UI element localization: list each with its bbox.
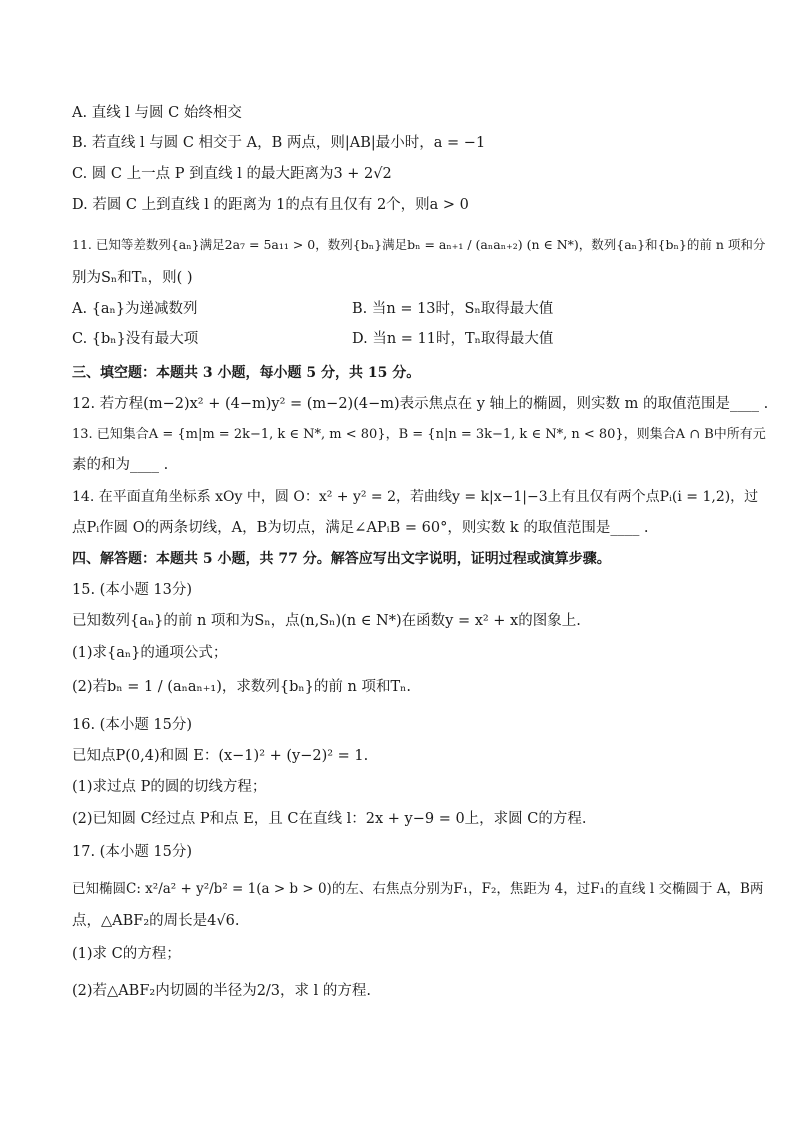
q17-part1: (1)求 C的方程； <box>72 946 181 962</box>
q11-option-d: D. 当n = 11时，Tₙ取得最大值 <box>352 331 554 347</box>
q17-part2: (2)若△ABF₂内切圆的半径为2/3，求 l 的方程. <box>72 983 371 999</box>
q10-option-b: B. 若直线 l 与圆 C 相交于 A，B 两点，则|AB|最小时，a = −1 <box>72 135 486 151</box>
q13-stem-line1: 13. 已知集合A = {m|m = 2k−1, k ∈ N*, m < 80}，B = {n|n = 3k−1, k ∈ N*, n < 80}，则集合A ∩ B中所有元 <box>72 427 766 442</box>
q15-part2: (2)若bₙ = 1 / (aₙaₙ₊₁)，求数列{bₙ}的前 n 项和Tₙ. <box>72 679 412 695</box>
q14-stem-line2: 点Pᵢ作圆 O的两条切线，A，B为切点，满足∠APᵢB = 60°，则实数 k 的取值范围是____ . <box>72 520 649 536</box>
q11-option-c: C. {bₙ}没有最大项 <box>72 331 199 347</box>
q12-stem: 12. 若方程(m−2)x² + (4−m)y² = (m−2)(4−m)表示焦点在 y 轴上的椭圆，则实数 m 的取值范围是____ . <box>72 396 769 412</box>
q17-stem-line2: 点，△ABF₂的周长是4√6. <box>72 913 240 929</box>
q10-option-d: D. 若圆 C 上到直线 l 的距离为 1的点有且仅有 2个，则a > 0 <box>72 197 469 213</box>
q10-option-c: C. 圆 C 上一点 P 到直线 l 的最大距离为3 + 2√2 <box>72 166 392 182</box>
q11-option-b: B. 当n = 13时，Sₙ取得最大值 <box>352 301 554 317</box>
q15-header: 15. (本小题 13分) <box>72 582 193 598</box>
q16-part2: (2)已知圆 C经过点 P和点 E，且 C在直线 l：2x + y−9 = 0上，求圆 C的方程. <box>72 811 587 827</box>
q13-stem-line2: 素的和为____ . <box>72 457 169 473</box>
q10-option-a: A. 直线 l 与圆 C 始终相交 <box>72 105 242 121</box>
section-4-heading: 四、解答题：本题共 5 小题，共 77 分。解答应写出文字说明，证明过程或演算步骤。 <box>72 551 611 567</box>
q15-stem: 已知数列{aₙ}的前 n 项和为Sₙ，点(n,Sₙ)(n ∈ N*)在函数y = x² + x的图象上. <box>72 613 581 629</box>
q16-part1: (1)求过点 P的圆的切线方程； <box>72 779 267 795</box>
q16-stem: 已知点P(0,4)和圆 E：(x−1)² + (y−2)² = 1. <box>72 748 369 764</box>
q17-header: 17. (本小题 15分) <box>72 844 193 860</box>
q11-stem-line1: 11. 已知等差数列{aₙ}满足2a₇ = 5a₁₁ > 0，数列{bₙ}满足bₙ = aₙ₊₁ / (aₙaₙ₊₂) (n ∈ N*)，数列{aₙ}和{bₙ}的前 n 项和分 <box>72 237 766 252</box>
q14-stem-line1: 14. 在平面直角坐标系 xOy 中，圆 O：x² + y² = 2，若曲线y = k|x−1|−3上有且仅有两个点Pᵢ(i = 1,2)，过 <box>72 489 759 505</box>
q17-stem-line1: 已知椭圆C: x²/a² + y²/b² = 1(a > b > 0)的左、右焦点分别为F₁，F₂，焦距为 4，过F₁的直线 l 交椭圆于 A，B两 <box>72 881 764 897</box>
q16-header: 16. (本小题 15分) <box>72 717 193 733</box>
q11-option-a: A. {aₙ}为递减数列 <box>72 301 198 317</box>
section-3-heading: 三、填空题：本题共 3 小题，每小题 5 分，共 15 分。 <box>72 365 421 381</box>
q15-part1: (1)求{aₙ}的通项公式； <box>72 645 228 661</box>
q11-stem-line2: 别为Sₙ和Tₙ，则( ) <box>72 270 193 286</box>
